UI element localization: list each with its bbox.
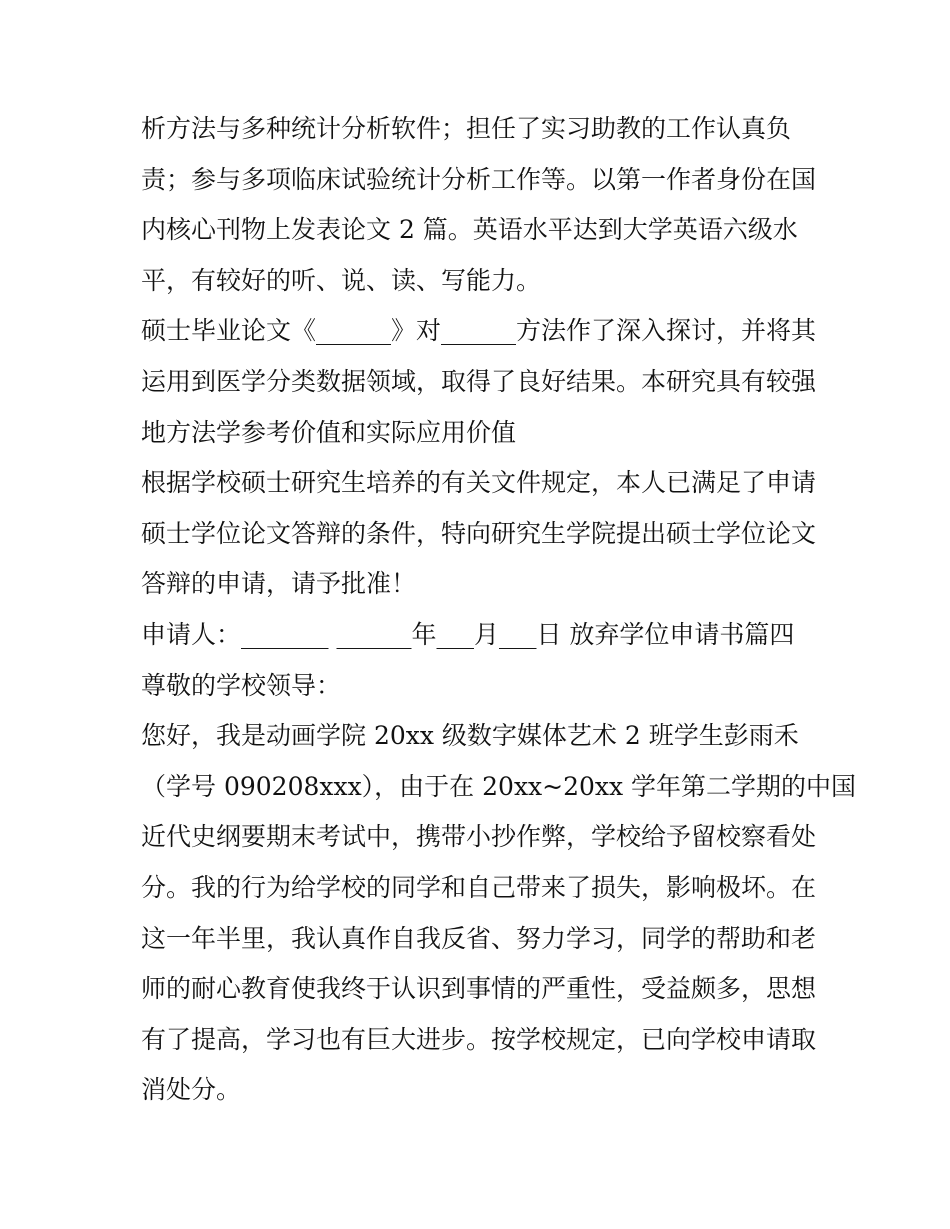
- text-line: 运用到医学分类数据领域，取得了良好结果。本研究具有较强: [141, 366, 817, 396]
- text-line: 责；参与多项临床试验统计分析工作等。以第一作者身份在国: [141, 164, 817, 194]
- document-body: [141, 104, 857, 1116]
- text-line: 近代史纲要期末考试中，携带小抄作弊，学校给予留校察看处: [141, 822, 817, 852]
- text-line: 地方法学参考价值和实际应用价值: [141, 417, 517, 447]
- text-line: 师的耐心教育使我终于认识到事情的严重性，受益颇多，思想: [141, 974, 817, 1004]
- text-line: 分。我的行为给学校的同学和自己带来了损失，影响极坏。在: [141, 872, 817, 902]
- text-line: 申请人：_______ ______年___月___日 放弃学位申请书篇四: [141, 619, 795, 649]
- text-line: （学号 090208xxx），由于在 20xx~20xx 学年第二学期的中国: [141, 771, 857, 801]
- text-line: 消处分。: [141, 1075, 242, 1105]
- text-line: 这一年半里，我认真作自我反省、努力学习，同学的帮助和老: [141, 923, 817, 953]
- text-line: 内核心刊物上发表论文 2 篇。英语水平达到大学英语六级水: [141, 215, 798, 245]
- text-line: 尊敬的学校领导：: [141, 670, 342, 700]
- text-line: 有了提高，学习也有巨大进步。按学校规定，已向学校申请取: [141, 1024, 817, 1054]
- text-line: 硕士毕业论文《______》对______方法作了深入探讨，并将其: [141, 316, 817, 346]
- text-line: 您好，我是动画学院 20xx 级数字媒体艺术 2 班学生彭雨禾: [141, 721, 799, 751]
- text-line: 析方法与多种统计分析软件；担任了实习助教的工作认真负: [141, 114, 792, 143]
- text-line: 硕士学位论文答辩的条件，特向研究生学院提出硕士学位论文: [141, 518, 817, 548]
- text-line: 答辩的申请，请予批准！: [141, 569, 417, 599]
- text-line: 平，有较好的听、说、读、写能力。: [141, 265, 542, 295]
- text-line: 根据学校硕士研究生培养的有关文件规定，本人已满足了申请: [141, 468, 817, 498]
